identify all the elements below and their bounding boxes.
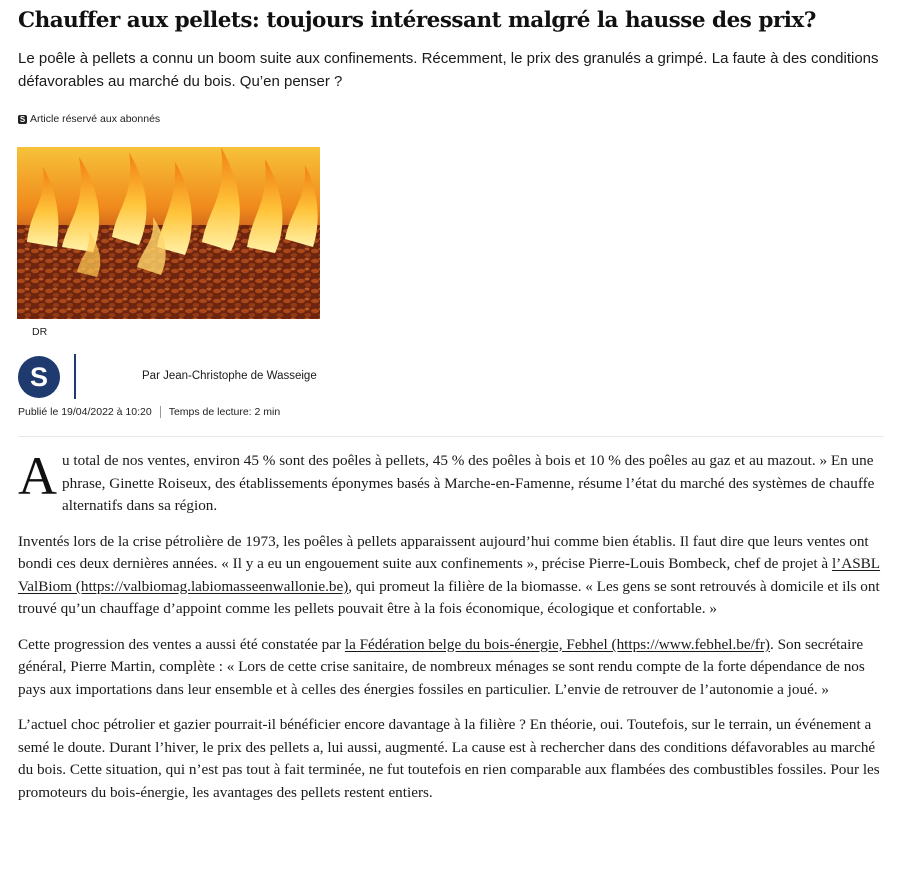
subscriber-label: Article réservé aux abonnés [30,113,161,125]
paragraph [18,714,884,804]
reading-time: Temps de lecture: 2 min [168,406,281,418]
paragraph-text: L’actuel choc pétrolier et gazier pourrait-il bénéficier encore davantage à la filière ? En théorie, oui. Toutefois, sur le terrain, un événement a semé le doute. Durant l’hiver, le prix des pellets a, lui aussi, augmenté. La cause est à rechercher dans des conditions défavorables au marché du bois. Cette situation, qui n’est pas tout à fait terminée, ne fut toutefois en rien comparable aux flambées des combustibles fossiles. Pour les promoteurs du bois-énergie, les avantages des pellets restent entiers. [18,716,880,801]
article-body [18,446,884,817]
publish-date: Publié le 19/04/2022 à 10:20 [18,406,152,418]
article-title: Chauffer aux pellets: toujours intéressant malgré la hausse des prix? [18,8,816,33]
brand-logo[interactable]: S [18,356,60,398]
divider [18,436,884,437]
paragraph-text: . Son secrétaire général, Pierre Martin, complète : « Lors de cette crise sanitaire, de nombreux ménages se sont rendu compte de la forte dépendance de nos pays aux importations dans leur ensemble et à celles des énergies fossiles en particulier. L’envie de retrouver de l’autonomie a joué. » [18,635,865,698]
paragraph-text: , qui promeut la filière de la biomasse. « Les gens se sont retrouvés à domicile et ils ont trouvé qu’un chauffage d’appoint comme les pellets pouvait être à la fois économique, écologique et confortable. » [18,577,880,617]
paragraph-text: Inventés lors de la crise pétrolière de 1973, les poêles à pellets apparaissent aujourd’hui comme bien établis. Il faut dire que leurs ventes ont bondi ces deux dernières années. « Il y a eu un engouement suite aux confinements », précise Pierre-Louis Bombeck, chef de projet à [18,532,869,572]
article-lead: Le poêle à pellets a connu un boom suite aux confinements. Récemment, le prix des granulés a grimpé. La faute à des conditions défavorables au marché du bois. Qu’en penser ? [18,50,879,90]
paragraph [18,531,884,621]
paragraph [18,634,884,702]
paragraph-text: u total de nos ventes, environ 45 % sont des poêles à pellets, 45 % des poêles à bois et 10 % des poêles au gaz et au mazout. » En une phrase, Ginette Roiseux, des établissements éponymes basés à Marche-en-Famenne, résume l’état du marché des systèmes de chauffe alternatifs dans sa région. [62,452,875,514]
paragraph [18,446,884,518]
valbiom-link[interactable]: l’ASBL ValBiom (https://valbiomag.labiomasseenwallonie.be) [18,555,881,595]
article-image[interactable] [17,147,320,319]
meta-separator [160,406,161,418]
author-byline: Par Jean-Christophe de Wasseige [142,370,317,382]
divider [74,354,76,399]
image-caption: DR [32,326,48,338]
subscriber-icon: S [19,114,26,124]
subscriber-badge [18,112,160,126]
paragraph-text: Cette progression des ventes a aussi été constatée par [18,635,345,653]
article-meta [18,405,280,419]
drop-cap: A [18,446,57,506]
febhel-link[interactable]: la Fédération belge du bois-énergie, Febhel (https://www.febhel.be/fr) [344,635,770,653]
fire-pellets-image [17,147,320,319]
